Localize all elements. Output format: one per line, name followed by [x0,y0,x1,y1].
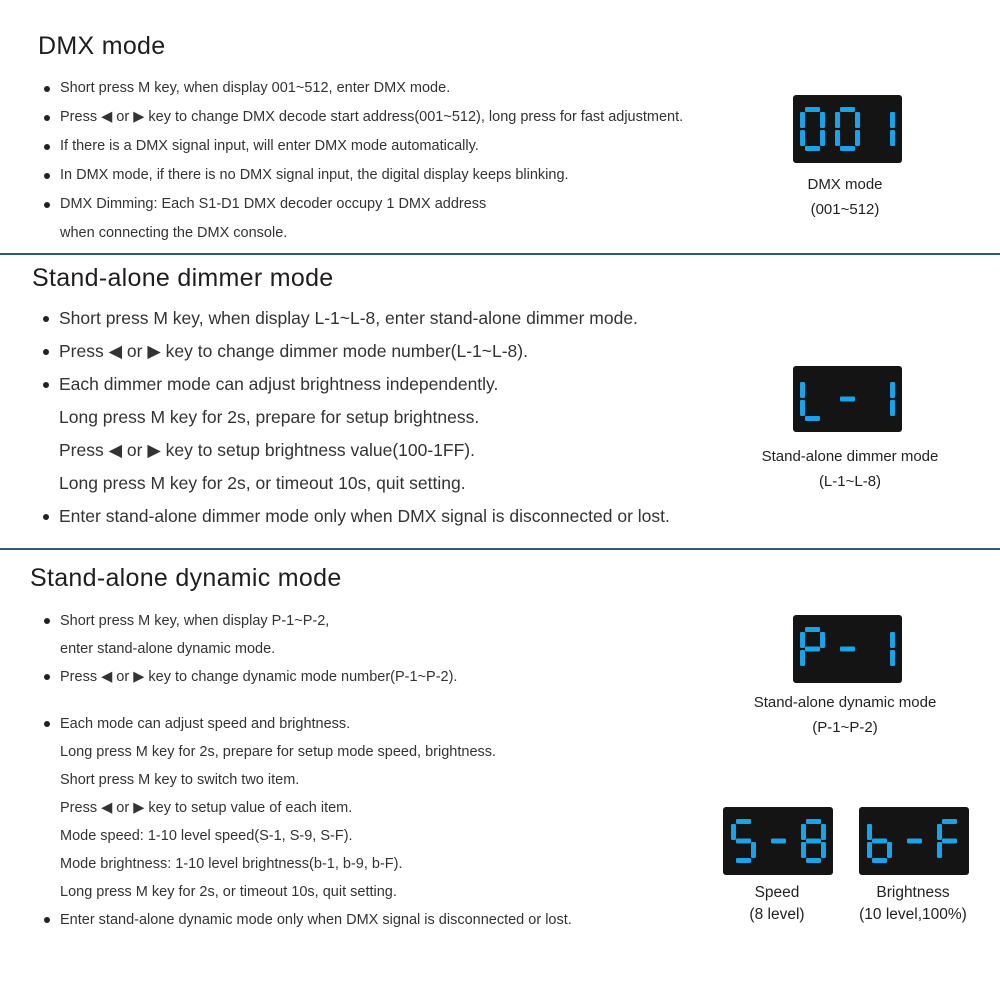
segment-f [800,112,805,128]
segment-b [890,632,895,648]
list-item: If there is a DMX signal input, will enter DMX mode automatically. [44,132,764,161]
display-caption [735,690,955,740]
caption-range: (001~512) [810,201,880,218]
list-item-sub: Long press M key for 2s, prepare for setup brightness. [59,407,480,427]
section-divider [0,548,1000,550]
lcd-display [793,366,902,432]
display-caption [745,444,955,494]
segment-a [805,627,820,632]
segment-e [800,130,805,146]
seven-segment-digits [800,627,895,671]
segment-f [800,632,805,648]
caption-range: (10 level,100%) [859,906,967,923]
list-item-sub: Long press M key for 2s, prepare for setup mode speed, brightness. [60,744,497,760]
caption-range: (P-1~P-2) [812,719,878,736]
segment-a [806,819,821,824]
list-item-sub: Short press M key to switch two item. [60,772,300,788]
section-title: Stand-alone dimmer mode [32,264,334,292]
seven-segment-digits [867,819,962,863]
segment-a [942,819,957,824]
segment-c [890,400,895,416]
display-caption [765,172,925,222]
segment-e [801,842,806,858]
segment-b [820,632,825,648]
segment-g [806,839,821,844]
list-item-sub: Long press M key for 2s, or timeout 10s, quit setting. [59,473,466,493]
segment-g [907,839,922,844]
seven-segment-digits [800,377,895,421]
segment-d [736,858,751,863]
section-divider [0,253,1000,255]
list-item-sub: Mode speed: 1-10 level speed(S-1, S-9, S-F). [60,828,353,844]
caption-line: Stand-alone dynamic mode [753,694,937,711]
segment-f [835,112,840,128]
lcd-display [793,615,902,683]
segment-b [890,382,895,398]
caption-line: Stand-alone dimmer mode [761,448,939,465]
brightness-lcd-display [859,807,969,875]
segment-a [736,819,751,824]
caption-range: (8 level) [749,906,805,923]
segment-c [821,842,826,858]
list-item: Press ◀ or ▶ key to change dynamic mode number(P-1~P-2). [44,663,724,691]
bullet-list [43,302,763,533]
segment-f [867,824,872,840]
seven-segment-digits [731,819,826,863]
segment-d [805,146,820,151]
bullet-list [44,74,764,248]
segment-b [855,112,860,128]
list-item-sub: Press ◀ or ▶ key to setup value of each item. [60,800,353,816]
caption-line: Speed [754,884,800,901]
segment-c [751,842,756,858]
segment-c [820,130,825,146]
list-item-sub: Press ◀ or ▶ key to setup brightness value(100-1FF). [59,440,475,460]
segment-g [771,839,786,844]
list-item-sub: Mode brightness: 1-10 level brightness(b-1, b-9, b-F). [60,856,403,872]
segment-g [840,647,855,652]
section-title: Stand-alone dynamic mode [30,564,342,592]
list-item: In DMX mode, if there is no DMX signal input, the digital display keeps blinking. [44,161,764,190]
speed-caption [716,882,838,926]
caption-range: (L-1~L-8) [818,473,882,490]
list-item-sub: Long press M key for 2s, or timeout 10s, quit setting. [60,884,397,900]
segment-d [805,416,820,421]
segment-e [867,842,872,858]
segment-c [890,650,895,666]
list-item: DMX Dimming: Each S1-D1 DMX decoder occupy 1 DMX address [44,190,764,219]
segment-b [890,112,895,128]
seven-segment-digits [800,107,895,151]
segment-g [736,839,751,844]
list-item: Short press M key, when display 001~512, enter DMX mode. [44,74,764,103]
segment-g [942,839,957,844]
list-item: Short press M key, when display P-1~P-2, [44,607,724,635]
list-item: Each mode can adjust speed and brightness. [44,710,724,738]
segment-a [840,107,855,112]
segment-g [872,839,887,844]
segment-e [937,842,942,858]
segment-b [820,112,825,128]
segment-a [805,107,820,112]
segment-c [890,130,895,146]
segment-b [821,824,826,840]
list-item-continuation: when connecting the DMX console. [60,225,288,241]
segment-e [835,130,840,146]
list-item: Each dimmer mode can adjust brightness independently. [43,368,763,401]
segment-e [800,650,805,666]
segment-f [937,824,942,840]
section-title: DMX mode [38,32,166,60]
caption-line: DMX mode [807,176,883,193]
segment-c [887,842,892,858]
segment-f [731,824,736,840]
segment-d [872,858,887,863]
segment-e [800,400,805,416]
caption-line: Brightness [876,884,950,901]
list-item: Enter stand-alone dimmer mode only when DMX signal is disconnected or lost. [43,500,763,533]
lcd-display [793,95,902,163]
segment-f [800,382,805,398]
segment-d [806,858,821,863]
speed-lcd-display [723,807,833,875]
segment-f [801,824,806,840]
segment-c [855,130,860,146]
brightness-caption [838,882,988,926]
list-item-continuation: enter stand-alone dynamic mode. [60,641,276,657]
segment-d [840,146,855,151]
list-item: Press ◀ or ▶ key to change DMX decode start address(001~512), long press for fast adjustment. [44,103,764,132]
list-item: Enter stand-alone dynamic mode only when DMX signal is disconnected or lost. [44,906,724,934]
bullet-list [44,607,724,934]
segment-g [840,397,855,402]
list-item: Short press M key, when display L-1~L-8, enter stand-alone dimmer mode. [43,302,763,335]
segment-g [805,647,820,652]
list-spacer [44,691,724,710]
list-item: Press ◀ or ▶ key to change dimmer mode number(L-1~L-8). [43,335,763,368]
